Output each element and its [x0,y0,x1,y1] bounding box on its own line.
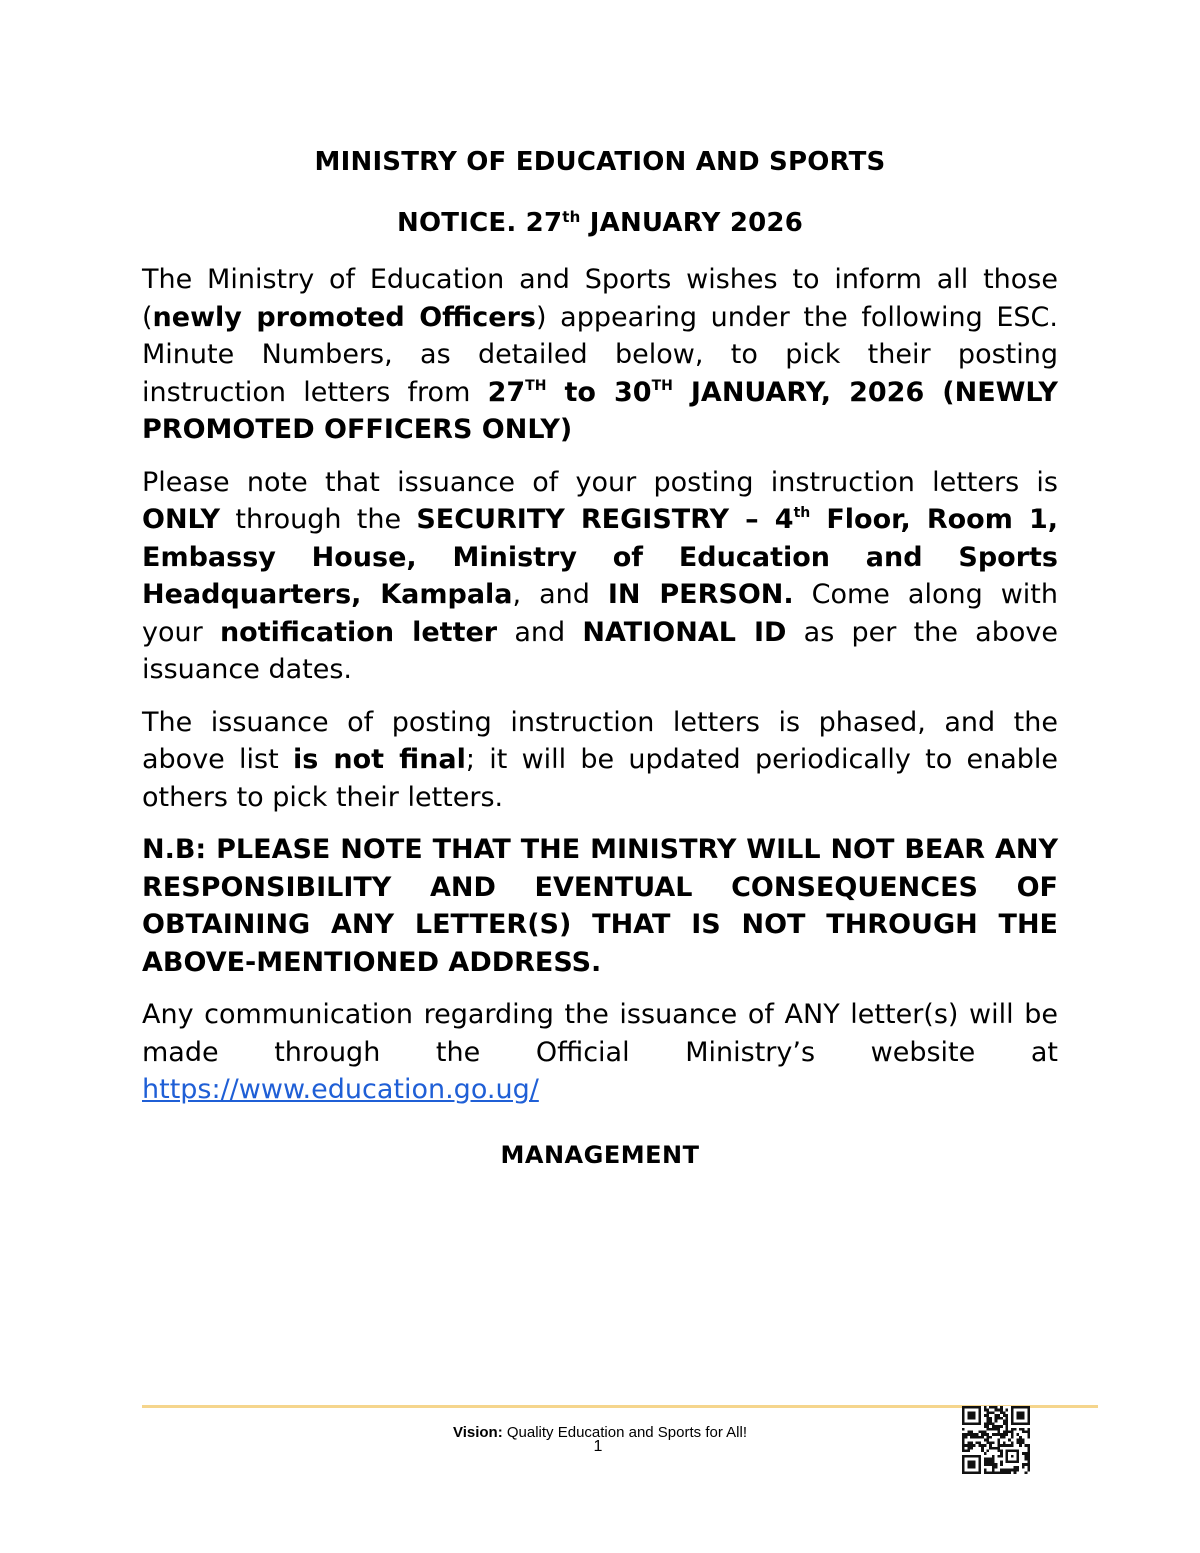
paragraph-instructions: The Ministry of Education and Sports wishes to inform all those (newly promoted Officers) appearing under the following ESC. Minute Numbers, as detailed below, to pick their posting instruction letters from 27TH to 30TH JANUARY, 2026 (NEWLY PROMOTED OFFICERS ONLY) [142,264,1058,445]
ministry-title: MINISTRY OF EDUCATION AND SPORTS [314,147,886,177]
signoff-management: MANAGEMENT [500,1141,700,1169]
notice-date-heading: NOTICE. 27th JANUARY 2026 [397,208,803,238]
qr-code-icon [962,1406,1030,1474]
paragraph-nb-warning: N.B: PLEASE NOTE THAT THE MINISTRY WILL NOT BEAR ANY RESPONSIBILITY AND EVENTUAL CONSEQUENCES OF OBTAINING ANY LETTER(S) THAT IS NOT THROUGH THE ABOVE-MENTIONED ADDRESS. [142,834,1058,978]
notice-body [142,261,1058,1124]
ministry-website-link[interactable]: https://www.education.go.ug/ [142,1074,539,1105]
paragraph-communication: Any communication regarding the issuance of ANY letter(s) will be made through the Official Ministry’s website at https://www.education.go.ug/ [142,999,1058,1105]
paragraph-issuance-location: Please note that issuance of your posting instruction letters is ONLY through the SECURITY REGISTRY – 4th Floor, Room 1, Embassy House, Ministry of Education and Sports Headquarters, Kampala, and IN PERSON. Come along with your notification letter and NATIONAL ID as per the above issuance dates. [142,466,1059,685]
footer-vision: Vision: Quality Education and Sports for All! [452,1424,748,1441]
footer-divider [142,1405,1098,1408]
page-number: 1 [593,1438,603,1455]
paragraph-phased-issuance: The issuance of posting instruction letters is phased, and the above list is not final; it will be updated periodically to enable others to pick their letters. [142,706,1058,813]
